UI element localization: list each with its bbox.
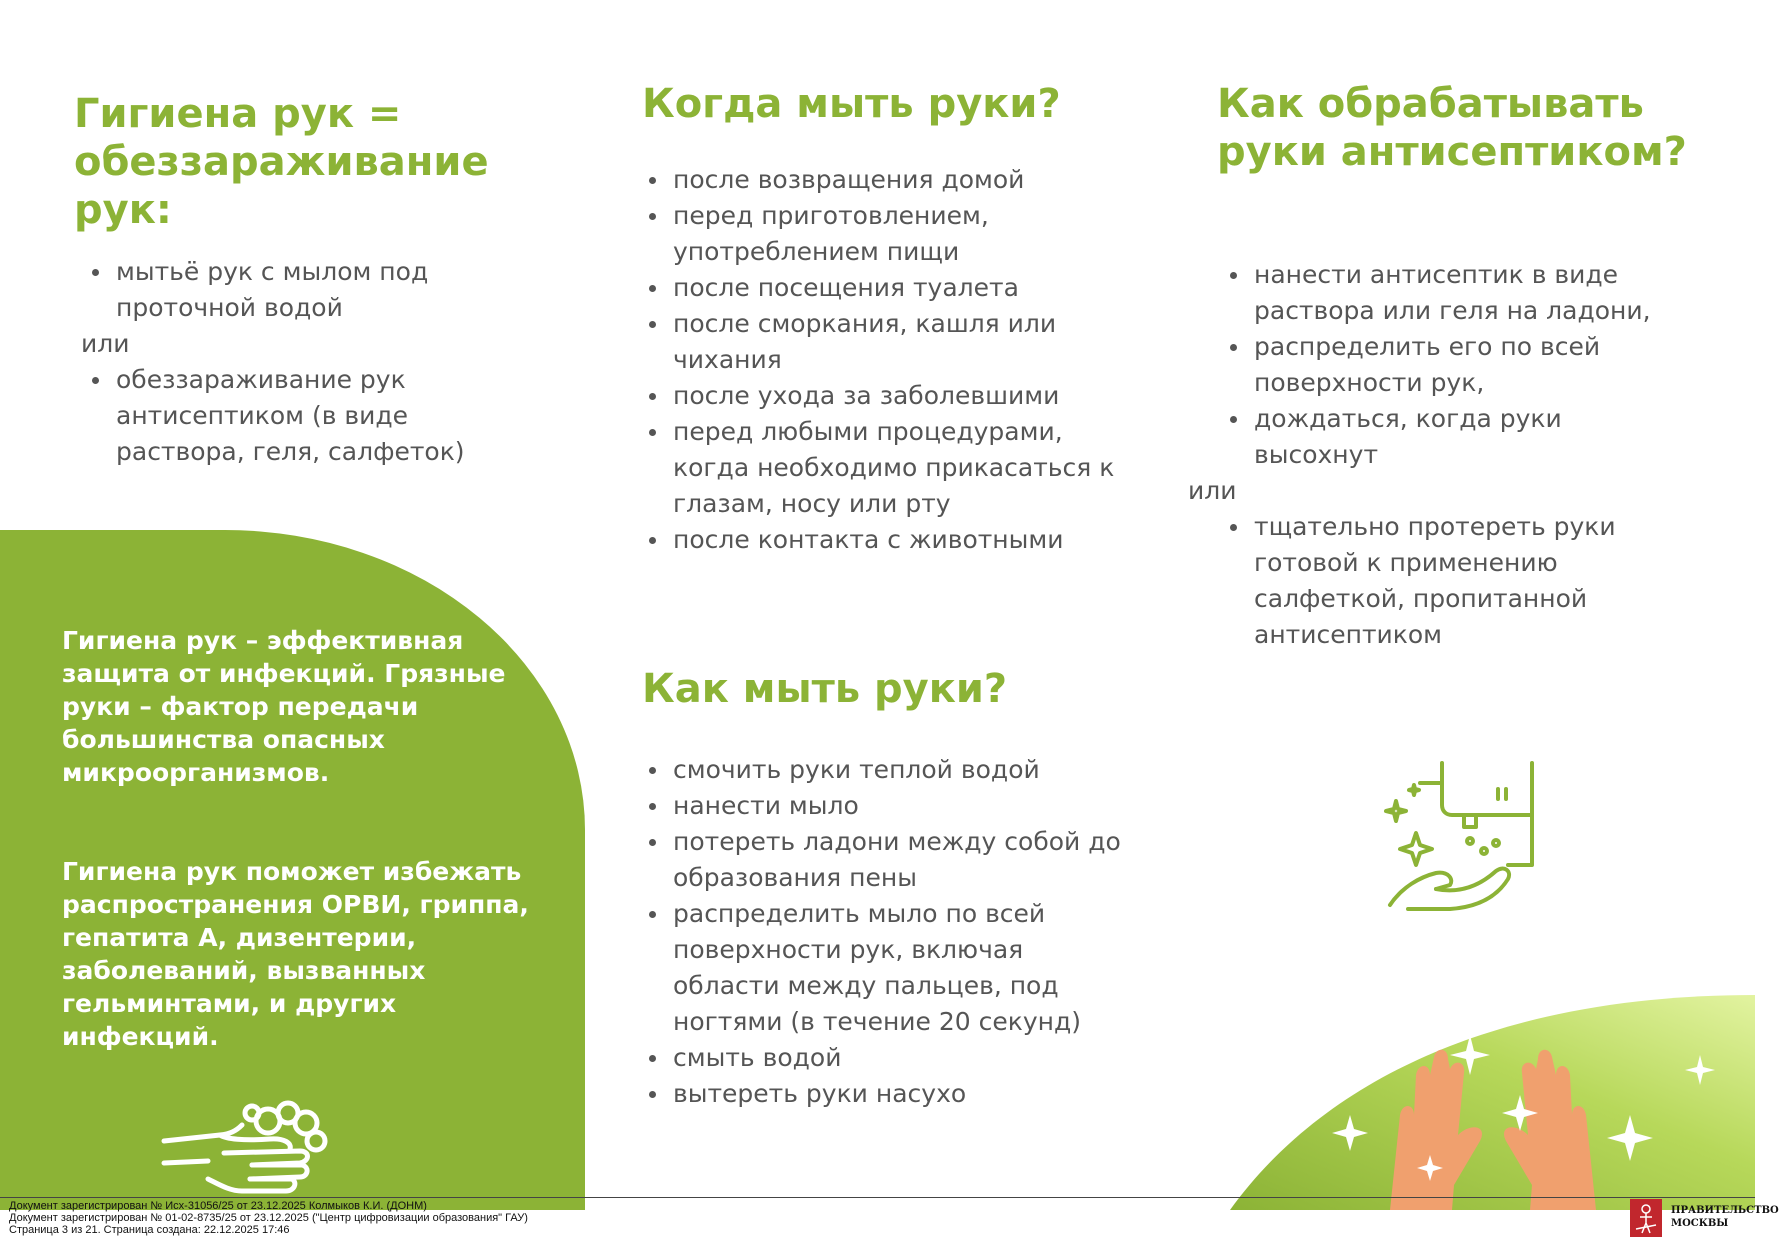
blob-paragraph-prevention: Гигиена рук поможет избежать распространения ОРВИ, гриппа, гепатита А, дизентерии, заболеваний, вызванных гельминтами, и других инфекций. bbox=[62, 857, 529, 1051]
hand-hygiene-list bbox=[81, 254, 504, 470]
how-item: вытереть руки насухо bbox=[641, 1076, 1131, 1112]
registration-line: Документ зарегистрирован № Исх-31056/25 от 23.12.2025 Колмыков К.И. (ДОНМ) bbox=[9, 1200, 427, 1212]
when-item: перед любыми процедурами, когда необходимо прикасаться к глазам, носу или рту bbox=[641, 414, 1121, 522]
when-item: после контакта с животными bbox=[641, 522, 1121, 558]
sanitizer-heading: Как обрабатывать руки антисептиком? bbox=[1217, 81, 1687, 175]
how-item: потереть ладони между собой до образования пены bbox=[641, 824, 1131, 896]
how-item: смыть водой bbox=[641, 1040, 1131, 1076]
when-to-wash-list bbox=[641, 162, 1121, 558]
page-info-line: Страница 3 из 21. Страница создана: 22.12.2025 17:46 bbox=[9, 1224, 290, 1236]
footer-divider bbox=[0, 1197, 1755, 1198]
sanitizer-item: тщательно протереть руки готовой к применению салфеткой, пропитанной антисептиком bbox=[1222, 509, 1672, 653]
how-item: распределить мыло по всей поверхности рук, включая области между пальцев, под ногтями (в течение 20 секунд) bbox=[641, 896, 1131, 1040]
when-item: после возвращения домой bbox=[641, 162, 1121, 198]
sanitizer-item: дождаться, когда руки высохнут bbox=[1222, 401, 1672, 473]
sanitizer-dispenser-icon bbox=[1380, 755, 1540, 915]
hand-hygiene-heading: Гигиена рук = обеззараживание рук: bbox=[74, 91, 489, 233]
gov-logo-line: ПРАВИТЕЛЬСТВО bbox=[1671, 1205, 1779, 1216]
how-item: нанести мыло bbox=[641, 788, 1131, 824]
moscow-emblem-icon bbox=[1630, 1199, 1662, 1237]
sanitizer-list bbox=[1188, 257, 1672, 653]
when-item: после посещения туалета bbox=[641, 270, 1121, 306]
hand-hygiene-item: обеззараживание рук антисептиком (в виде раствора, геля, салфеток) bbox=[84, 362, 504, 470]
or-separator: или bbox=[81, 329, 130, 358]
blob-paragraph-protection: Гигиена рук – эффективная защита от инфекций. Грязные руки – фактор передачи большинства опасных микроорганизмов. bbox=[62, 626, 506, 787]
how-to-wash-heading: Как мыть руки? bbox=[642, 666, 1008, 712]
moscow-government-logo bbox=[1671, 1204, 1779, 1230]
how-item: смочить руки теплой водой bbox=[641, 752, 1131, 788]
registration-line: Документ зарегистрирован № 01-02-8735/25 от 23.12.2025 ("Центр цифровизации образования" ГАУ) bbox=[9, 1212, 528, 1224]
when-item: после сморкания, кашля или чихания bbox=[641, 306, 1121, 378]
when-item: перед приготовлением, употреблением пищи bbox=[641, 198, 1121, 270]
clean-hands-illustration bbox=[1230, 995, 1755, 1210]
gov-logo-line: МОСКВЫ bbox=[1671, 1218, 1729, 1229]
when-item: после ухода за заболевшими bbox=[641, 378, 1121, 414]
when-to-wash-heading: Когда мыть руки? bbox=[642, 81, 1061, 127]
soap-hand-icon bbox=[160, 1095, 340, 1197]
sanitizer-item: распределить его по всей поверхности рук, bbox=[1222, 329, 1672, 401]
hand-hygiene-item: мытьё рук с мылом под проточной водой bbox=[84, 254, 504, 326]
registration-footer bbox=[9, 1200, 528, 1236]
or-separator: или bbox=[1188, 476, 1237, 505]
sanitizer-item: нанести антисептик в виде раствора или геля на ладони, bbox=[1222, 257, 1672, 329]
how-to-wash-list bbox=[641, 752, 1131, 1112]
